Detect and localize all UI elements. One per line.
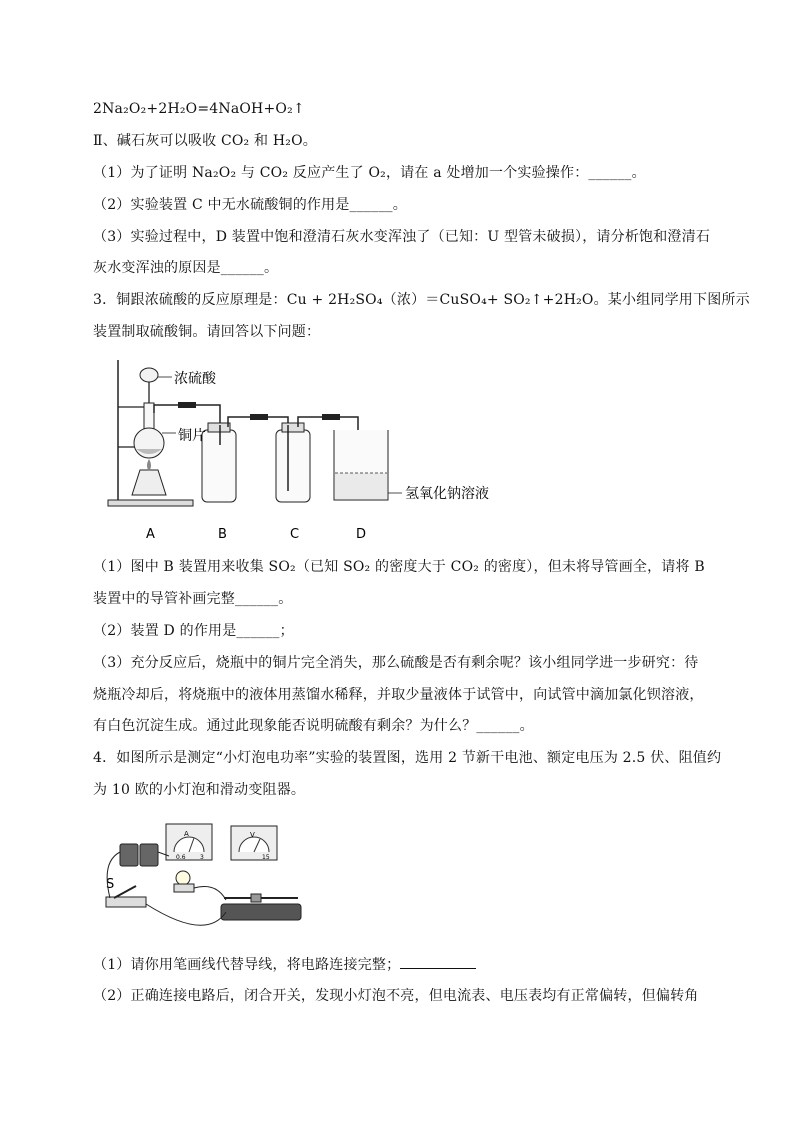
apparatus-label-c: C <box>290 527 300 542</box>
answer-blank[interactable] <box>400 954 476 969</box>
question-line: （2）实验装置 C 中无水硫酸铜的作用是______。 <box>93 197 407 213</box>
question-line: （1）为了证明 Na₂O₂ 与 CO₂ 反应产生了 O₂，请在 a 处增加一个实验操作：______。 <box>93 165 646 181</box>
question-line: （3）实验过程中，D 装置中饱和澄清石灰水变浑浊了（已知：U 型管未破损），请分析饱和澄清石 <box>93 229 711 245</box>
question-line: 灰水变浑浊的原因是______。 <box>93 260 279 276</box>
question-line: 烧瓶冷却后，将烧瓶中的液体用蒸馏水稀释，并取少量液体于试管中，向试管中滴加氯化钡溶液， <box>93 687 704 703</box>
apparatus-label-b: B <box>218 527 227 542</box>
ammeter-scale-2: 3 <box>200 854 204 861</box>
switch-label: S <box>106 877 115 892</box>
question-line: （3）充分反应后，烧瓶中的铜片完全消失，那么硫酸是否有剩余呢？该小组同学进一步研究：待 <box>93 655 699 671</box>
question-line <box>93 954 476 975</box>
voltmeter-scale: 15 <box>262 854 270 861</box>
question-line: 为 10 欧的小灯泡和滑动变阻器。 <box>93 782 306 798</box>
label-copper: 铜片 <box>178 428 206 444</box>
label-naoh: 氢氧化钠溶液 <box>405 486 489 502</box>
question-line: （1）图中 B 装置用来收集 SO₂（已知 SO₂ 的密度大于 CO₂ 的密度），但未将导管画全，请将 B <box>93 559 705 575</box>
question-line: 有白色沉淀生成。通过此现象能否说明硫酸有剩余？为什么？______。 <box>93 718 534 734</box>
question-text: （1）请你用笔画线代替导线，将电路连接完整； <box>93 957 401 973</box>
text-line: Ⅱ、碱石灰可以吸收 CO₂ 和 H₂O。 <box>93 133 317 149</box>
question-heading: 4．如图所示是测定“小灯泡电功率”实验的装置图，选用 2 节新干电池、额定电压为 2.5 伏、阻值约 <box>93 750 722 766</box>
apparatus-label-a: A <box>146 527 155 542</box>
question-line: （2）正确连接电路后，闭合开关，发现小灯泡不亮，但电流表、电压表均有正常偏转，但偏转角 <box>93 988 699 1004</box>
circuit-figure <box>96 812 426 942</box>
question-line: 装置制取硫酸铜。请回答以下问题： <box>93 324 321 340</box>
ammeter-scale-1: 0.6 <box>176 854 186 861</box>
apparatus-figure <box>100 355 520 545</box>
question-line: （2）装置 D 的作用是______； <box>93 623 294 639</box>
ammeter-letter: A <box>184 830 189 838</box>
voltmeter-letter: V <box>250 831 255 839</box>
apparatus-label-d: D <box>356 527 367 542</box>
equation-line: 2Na₂O₂+2H₂O=4NaOH+O₂↑ <box>93 101 305 117</box>
question-line: 装置中的导管补画完整______。 <box>93 591 293 607</box>
question-heading: 3．铜跟浓硫酸的反应原理是：Cu + 2H₂SO₄（浓）＝CuSO₄+ SO₂↑+2H₂O。某小组同学用下图所示 <box>93 292 750 308</box>
label-acid: 浓硫酸 <box>174 371 216 387</box>
